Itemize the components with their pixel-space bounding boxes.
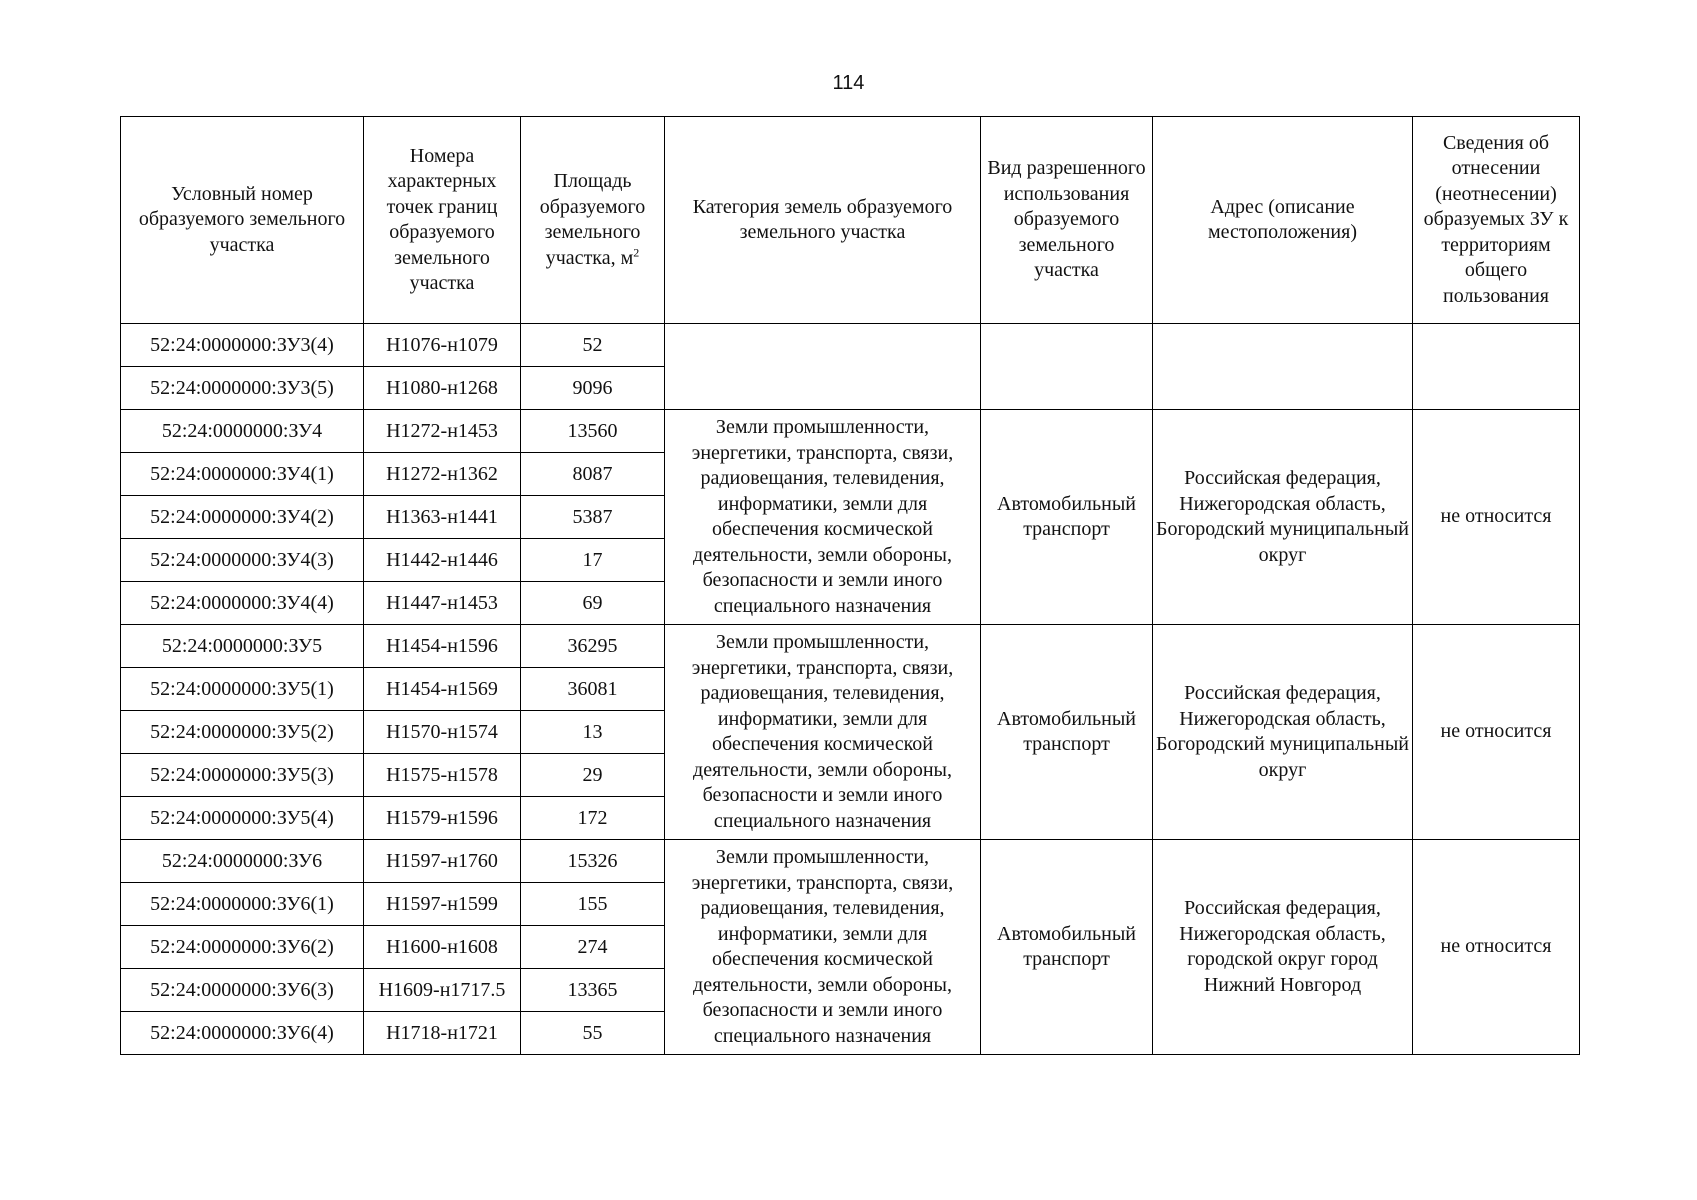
table-row bbox=[121, 410, 1580, 453]
cell-area: 69 bbox=[521, 582, 665, 625]
cell-area: 8087 bbox=[521, 453, 665, 496]
cell-points: Н1600-н1608 bbox=[364, 926, 521, 969]
land-parcels-table bbox=[120, 116, 1580, 1055]
header-usage: Вид разрешенного использования образуемого земельного участка bbox=[981, 117, 1153, 324]
cell-area: 17 bbox=[521, 539, 665, 582]
cell-area: 55 bbox=[521, 1012, 665, 1055]
cell-parcel-number: 52:24:0000000:ЗУ4 bbox=[121, 410, 364, 453]
cell-parcel-number: 52:24:0000000:ЗУ4(2) bbox=[121, 496, 364, 539]
cell-usage: Автомобильный транспорт bbox=[981, 625, 1153, 840]
cell-points: Н1272-н1362 bbox=[364, 453, 521, 496]
table-row bbox=[121, 840, 1580, 883]
cell-category bbox=[665, 324, 981, 410]
cell-points: Н1570-н1574 bbox=[364, 711, 521, 754]
header-points: Номера характерных точек границ образуемого земельного участка bbox=[364, 117, 521, 324]
cell-points: Н1579-н1596 bbox=[364, 797, 521, 840]
cell-parcel-number: 52:24:0000000:ЗУ5(3) bbox=[121, 754, 364, 797]
cell-points: Н1454-н1596 bbox=[364, 625, 521, 668]
cell-parcel-number: 52:24:0000000:ЗУ6(1) bbox=[121, 883, 364, 926]
header-category: Категория земель образуемого земельного участка bbox=[665, 117, 981, 324]
cell-area: 13560 bbox=[521, 410, 665, 453]
cell-parcel-number: 52:24:0000000:ЗУ4(4) bbox=[121, 582, 364, 625]
cell-area: 52 bbox=[521, 324, 665, 367]
cell-parcel-number: 52:24:0000000:ЗУ6(3) bbox=[121, 969, 364, 1012]
cell-points: Н1597-н1760 bbox=[364, 840, 521, 883]
cell-area: 172 bbox=[521, 797, 665, 840]
cell-usage: Автомобильный транспорт bbox=[981, 840, 1153, 1055]
header-area bbox=[521, 117, 665, 324]
table-row bbox=[121, 625, 1580, 668]
cell-area: 9096 bbox=[521, 367, 665, 410]
cell-public-use bbox=[1413, 324, 1580, 410]
cell-area: 15326 bbox=[521, 840, 665, 883]
cell-points: Н1597-н1599 bbox=[364, 883, 521, 926]
cell-parcel-number: 52:24:0000000:ЗУ4(1) bbox=[121, 453, 364, 496]
cell-area: 5387 bbox=[521, 496, 665, 539]
cell-usage: Автомобильный транспорт bbox=[981, 410, 1153, 625]
table-row bbox=[121, 324, 1580, 367]
cell-area: 13 bbox=[521, 711, 665, 754]
cell-area: 13365 bbox=[521, 969, 665, 1012]
cell-area: 36295 bbox=[521, 625, 665, 668]
header-area-text: Площадь образуемого земельного участка, м bbox=[539, 170, 646, 269]
cell-parcel-number: 52:24:0000000:ЗУ5(2) bbox=[121, 711, 364, 754]
cell-points: Н1442-н1446 bbox=[364, 539, 521, 582]
cell-area: 29 bbox=[521, 754, 665, 797]
cell-address: Российская федерация, Нижегородская область, Богородский муниципальный округ bbox=[1153, 410, 1413, 625]
cell-points: Н1575-н1578 bbox=[364, 754, 521, 797]
cell-area: 274 bbox=[521, 926, 665, 969]
cell-points: Н1076-н1079 bbox=[364, 324, 521, 367]
cell-points: Н1080-н1268 bbox=[364, 367, 521, 410]
cell-parcel-number: 52:24:0000000:ЗУ4(3) bbox=[121, 539, 364, 582]
cell-points: Н1609-н1717.5 bbox=[364, 969, 521, 1012]
cell-usage bbox=[981, 324, 1153, 410]
cell-address: Российская федерация, Нижегородская область, городской округ город Нижний Новгород bbox=[1153, 840, 1413, 1055]
cell-points: Н1447-н1453 bbox=[364, 582, 521, 625]
cell-points: Н1363-н1441 bbox=[364, 496, 521, 539]
cell-public-use: не относится bbox=[1413, 840, 1580, 1055]
cell-parcel-number: 52:24:0000000:ЗУ5 bbox=[121, 625, 364, 668]
cell-parcel-number: 52:24:0000000:ЗУ6(4) bbox=[121, 1012, 364, 1055]
cell-parcel-number: 52:24:0000000:ЗУ3(5) bbox=[121, 367, 364, 410]
cell-parcel-number: 52:24:0000000:ЗУ6(2) bbox=[121, 926, 364, 969]
header-address: Адрес (описание местоположения) bbox=[1153, 117, 1413, 324]
cell-category: Земли промышленности, энергетики, транспорта, связи, радиовещания, телевидения, информатики, земли для обеспечения космической деятельности, земли обороны, безопасности и земли иного специального назначения bbox=[665, 840, 981, 1055]
cell-category: Земли промышленности, энергетики, транспорта, связи, радиовещания, телевидения, информатики, земли для обеспечения космической деятельности, земли обороны, безопасности и земли иного специального назначения bbox=[665, 625, 981, 840]
cell-points: Н1272-н1453 bbox=[364, 410, 521, 453]
cell-parcel-number: 52:24:0000000:ЗУ5(1) bbox=[121, 668, 364, 711]
cell-public-use: не относится bbox=[1413, 410, 1580, 625]
header-parcel-number: Условный номер образуемого земельного участка bbox=[121, 117, 364, 324]
cell-public-use: не относится bbox=[1413, 625, 1580, 840]
cell-category: Земли промышленности, энергетики, транспорта, связи, радиовещания, телевидения, информатики, земли для обеспечения космической деятельности, земли обороны, безопасности и земли иного специального назначения bbox=[665, 410, 981, 625]
cell-area: 36081 bbox=[521, 668, 665, 711]
header-area-superscript: 2 bbox=[633, 244, 640, 259]
cell-points: Н1454-н1569 bbox=[364, 668, 521, 711]
cell-area: 155 bbox=[521, 883, 665, 926]
cell-points: Н1718-н1721 bbox=[364, 1012, 521, 1055]
table-header-row bbox=[121, 117, 1580, 324]
cell-parcel-number: 52:24:0000000:ЗУ6 bbox=[121, 840, 364, 883]
cell-address bbox=[1153, 324, 1413, 410]
page-number: 114 bbox=[832, 72, 865, 94]
cell-address: Российская федерация, Нижегородская область, Богородский муниципальный округ bbox=[1153, 625, 1413, 840]
cell-parcel-number: 52:24:0000000:ЗУ5(4) bbox=[121, 797, 364, 840]
header-public-use: Сведения об отнесении (неотнесении) образуемых ЗУ к территориям общего пользования bbox=[1413, 117, 1580, 324]
cell-parcel-number: 52:24:0000000:ЗУ3(4) bbox=[121, 324, 364, 367]
